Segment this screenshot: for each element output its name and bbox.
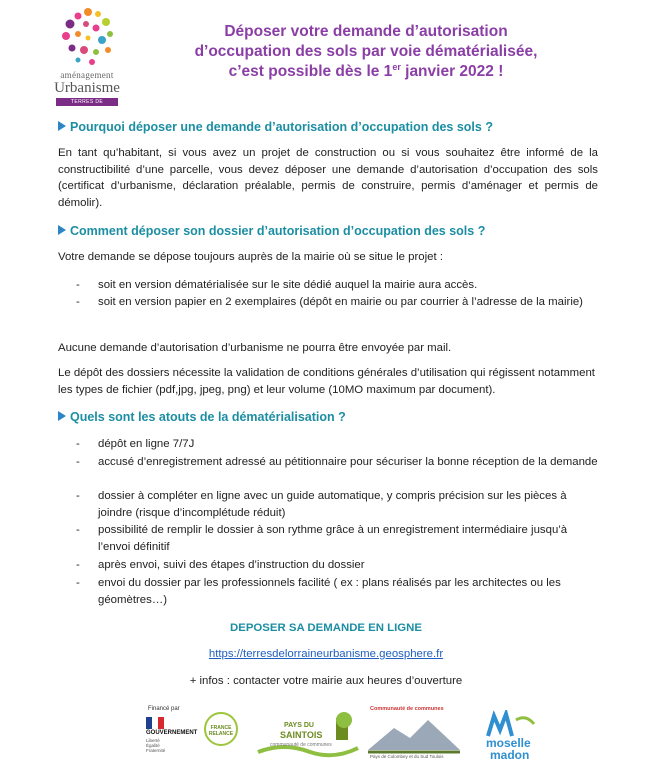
section-why-body: En tant qu’habitant, si vous avez un projet de construction ou si vous souhaitez être informé de la constructibilité d’une parcelle, vous devez déposer une demande d’autorisation d’occupation des sols (certificat d’urbanisme, déclaration préalable, permis de construire, permis d’aménager et permis de démolir). bbox=[58, 147, 598, 209]
section-heading-why: Pourquoi déposer une demande d’autorisation d’occupation des sols ? bbox=[58, 120, 493, 134]
title-line-3: c’est possible dès le 1er janvier 2022 ! bbox=[228, 61, 504, 80]
section-heading-benefits: Quels sont les atouts de la dématérialisation ? bbox=[58, 410, 346, 424]
french-flag-icon bbox=[146, 716, 164, 728]
section-how-intro: Votre demande se dépose toujours auprès de la mairie où se situe le projet : bbox=[58, 251, 443, 263]
logo-word-urbanisme: Urbanisme bbox=[54, 80, 120, 96]
financed-by-label: Financé par bbox=[148, 706, 180, 712]
triangle-bullet-icon bbox=[58, 121, 66, 131]
landscape-icon bbox=[364, 714, 464, 756]
contact-info: + infos : contacter votre mairie aux heures d’ouverture bbox=[189, 675, 463, 687]
cgu-note: Le dépôt des dossiers nécessite la validation de conditions générales d’utilisation qui régissent notamment les types de fichier (pdf,jpg, jpeg, png) et leur volume (10MO maximum par document). bbox=[58, 367, 595, 396]
moselle-madon-logo: moselle madon bbox=[472, 710, 542, 766]
triangle-bullet-icon bbox=[58, 411, 66, 421]
geosphere-link[interactable]: https://terresdelorraineurbanisme.geosphere.fr bbox=[208, 648, 444, 660]
pays-du-saintois-logo: PAYS DU SAINTOIS communauté de communes bbox=[254, 712, 360, 758]
france-relance-seal: FRANCE RELANCE bbox=[204, 712, 238, 746]
gouvernement-logo: GOUVERNEMENT Liberté Égalité Fraternité bbox=[146, 716, 198, 756]
triangle-bullet-icon bbox=[58, 225, 66, 235]
logo-band: TERRES DE LORRAINE bbox=[56, 98, 118, 106]
page-title bbox=[156, 22, 576, 82]
title-line-2: d’occupation des sols par voie dématérialisée, bbox=[194, 43, 538, 60]
title-line-1: Déposer votre demande d’autorisation bbox=[224, 23, 508, 40]
colombey-cc-logo: Communauté de communes Pays de Colombey et du Sud Toulois bbox=[364, 706, 464, 760]
geosphere-link-row bbox=[0, 648, 652, 660]
amenagement-urbanisme-logo bbox=[52, 6, 122, 113]
logo-word-amenagement: aménagement bbox=[60, 70, 114, 80]
section-heading-how: Comment déposer son dossier d’autorisation d’occupation des sols ? bbox=[58, 224, 485, 238]
no-email-note: Aucune demande d’autorisation d’urbanisme ne pourra être envoyée par mail. bbox=[58, 342, 452, 354]
cta-label: DEPOSER SA DEMANDE EN LIGNE bbox=[230, 622, 422, 634]
logo-dots-icon bbox=[58, 6, 118, 66]
